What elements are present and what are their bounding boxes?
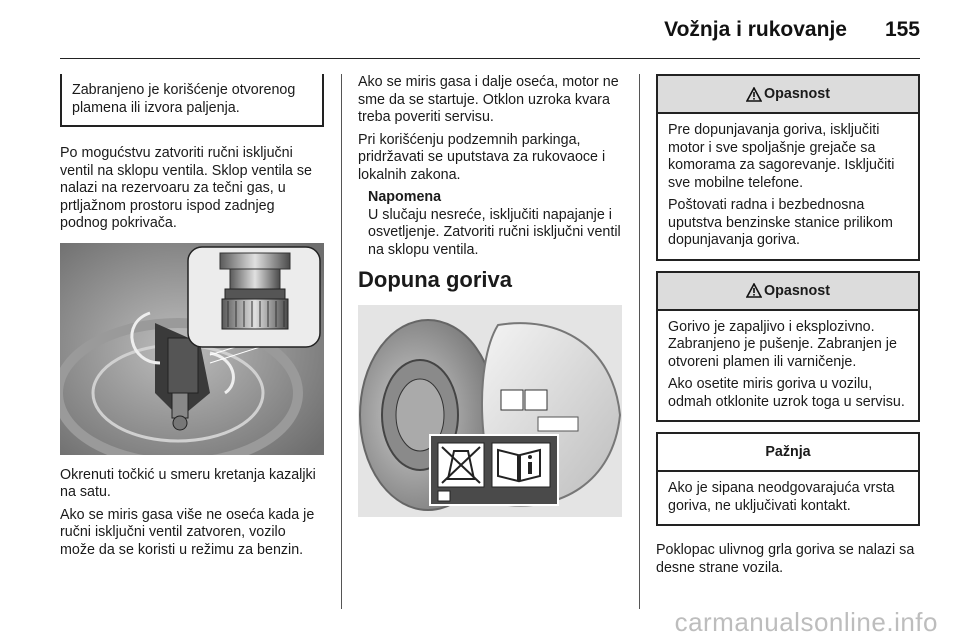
caution-title: Pažnja — [765, 444, 811, 460]
note-block — [358, 189, 622, 259]
danger-text: Gorivo je zapaljivo i eksplozivno. Zabranjeno je pušenje. Zabranjen je otvoreni plamen ili varničenje. — [668, 318, 897, 370]
danger-box — [656, 74, 920, 261]
danger-text: Ako osetite miris goriva u vozilu, odmah otklonite uzrok toga u servisu. — [668, 376, 905, 410]
danger-text: Pre dopunjavanja goriva, isključiti motor i sve spoljašnje grejače sa komorama za sagorevanje. Isključiti sve mobilne telefone. — [668, 122, 895, 191]
paragraph: Ako se miris gasa više ne oseća kada je ručni isključni ventil zatvoren, vozilo može da se koristi u režimu za benzin. — [60, 506, 315, 558]
fuel-door-illustration — [358, 305, 622, 517]
paragraph: Okrenuti točkić u smeru kretanja kazaljki na satu. — [60, 466, 316, 500]
column-divider — [341, 74, 342, 609]
warning-triangle-icon — [746, 87, 762, 102]
page-number: 155 — [884, 18, 920, 41]
column-1 — [60, 74, 324, 564]
page-title: Vožnja i rukovanje — [664, 18, 847, 41]
caution-text: Ako je sipana neodgovarajuća vrsta goriva, ne uključivati kontakt. — [668, 480, 895, 514]
danger-title: Opasnost — [764, 86, 830, 102]
warning-box: Zabranjeno je korišćenje otvorenog plamena ili izvora paljenja. — [60, 74, 324, 127]
paragraph: Po mogućstvu zatvoriti ručni isključni ventil na sklopu ventila. Sklop ventila se nalazi na rezervoaru za tečni gas, u prtljažnom prostoru ispod zadnjeg podnog pokrivača. — [60, 145, 312, 231]
header-rule — [60, 58, 920, 59]
valve-illustration — [60, 243, 324, 455]
paragraph: Poklopac ulivnog grla goriva se nalazi sa desne strane vozila. — [656, 542, 915, 576]
caution-box — [656, 432, 920, 526]
column-divider — [639, 74, 640, 609]
page-header — [664, 18, 920, 42]
danger-text: Poštovati radna i bezbednosna uputstva benzinske stanice prilikom dopunjavanja goriva. — [668, 197, 893, 248]
section-heading: Dopuna goriva — [358, 267, 513, 292]
note-text: U slučaju nesreće, isključiti napajanje i osvetljenje. Zatvoriti ručni isključni ventil na sklopu ventila. — [368, 206, 621, 258]
danger-header — [658, 76, 918, 114]
paragraph: Ako se miris gasa i dalje oseća, motor ne sme da se startuje. Otklon uzroka kvara treba poveriti servisu. — [358, 74, 619, 125]
warning-triangle-icon — [746, 283, 762, 298]
danger-header — [658, 273, 918, 311]
column-2 — [358, 74, 622, 529]
note-title: Napomena — [368, 189, 442, 205]
caution-header — [658, 434, 918, 472]
watermark: carmanualsonline.info — [674, 607, 938, 637]
column-3 — [656, 74, 920, 582]
danger-box — [656, 271, 920, 423]
danger-title: Opasnost — [764, 282, 830, 299]
paragraph: Pri korišćenju podzemnih parkinga, pridržavati se uputstava za rukovaoce i lokalnih zakona. — [358, 131, 606, 183]
